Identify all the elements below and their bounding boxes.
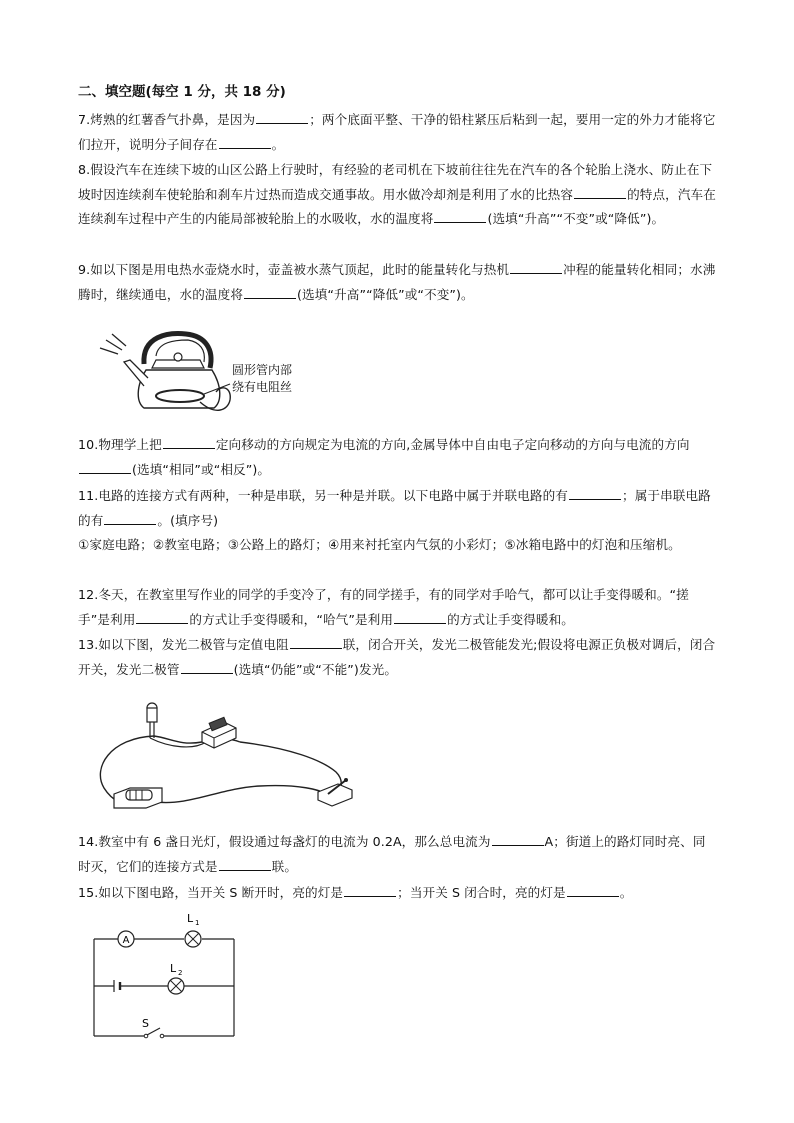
q14-text-a: 14.教室中有 6 盏日光灯，假设通过每盏灯的电流为 0.2A，那么总电流为 — [78, 834, 491, 849]
series-parallel-circuit-icon — [88, 910, 248, 1050]
q10-text-b: 定向移动的方向规定为电流的方向,金属导体中自由电子定向移动的方向与电流的方向 — [215, 437, 690, 452]
kettle-caption-line-2: 绕有电阻丝 — [232, 380, 293, 394]
q10-text-c: (选填“相同”或“相反”)。 — [132, 461, 271, 477]
q11-text-c: 。(填序号) — [157, 512, 219, 528]
q10-text-a: 10.物理学上把 — [78, 437, 162, 452]
q7-text-a: 7.烤熟的红薯香气扑鼻，是因为 — [78, 112, 256, 127]
lamp-l2-subscript: 2 — [178, 969, 183, 977]
answer-blank[interactable] — [290, 635, 342, 649]
lamp-l1-label: L — [187, 912, 194, 925]
question-9 — [78, 258, 718, 307]
switch-label: S — [142, 1017, 149, 1030]
answer-blank[interactable] — [219, 135, 271, 149]
question-12 — [78, 583, 718, 632]
q11-options: ①家庭电路；②教室电路；③公路上的路灯；④用来衬托室内气氛的小彩灯；⑤冰箱电路中的灯泡和压缩机。 — [78, 537, 681, 552]
electric-kettle-icon — [96, 326, 306, 416]
answer-blank[interactable] — [104, 511, 156, 525]
question-11 — [78, 484, 718, 558]
q8-text-a: 8.假设汽车在连续下坡的山区公路上行驶时，有经验的老司机在下坡前往往先在汽车的各个轮胎上浇水、防止在下坡时因连续刹车使轮胎和刹车片过热而造成交通事故。用水做冷却剂是利用了水的比热容 — [78, 162, 713, 202]
answer-blank[interactable] — [567, 883, 619, 897]
answer-blank[interactable] — [163, 435, 215, 449]
question-14 — [78, 830, 718, 879]
answer-blank[interactable] — [394, 610, 446, 624]
q7-text-c: 。 — [271, 136, 285, 152]
q8-text-b: 的特点，汽车在连续刹车过程中产生的内能局部被轮胎上的水吸收，水的温度将 — [78, 186, 716, 226]
answer-blank[interactable] — [136, 610, 188, 624]
answer-blank[interactable] — [574, 185, 626, 199]
q13-text-b: 联，闭合开关，发光二极管能发光;假设将电源正负极对调后，闭合开关，发光二极管 — [78, 637, 716, 677]
answer-blank[interactable] — [256, 110, 308, 124]
q9-text-c: (选填“升高”“降低”或“不变”)。 — [297, 286, 474, 302]
answer-blank[interactable] — [344, 883, 396, 897]
q12-text-a: 12.冬天，在教室里写作业的同学的手变冷了，有的同学搓手，有的同学对手哈气，都可以让手变得暖和。“搓手”是利用 — [78, 587, 689, 627]
q14-text-c: 联。 — [271, 858, 298, 874]
answer-blank[interactable] — [569, 486, 621, 500]
q11-text-b: ；属于串联电路的有 — [78, 488, 711, 528]
led-circuit-icon — [90, 698, 380, 816]
kettle-caption-line-1: 圆形管内部 — [232, 363, 293, 377]
q15-text-a: 15.如以下图电路，当开关 S 断开时，亮的灯是 — [78, 885, 344, 900]
question-7 — [78, 108, 718, 157]
led-circuit-figure — [90, 698, 380, 816]
answer-blank[interactable] — [492, 832, 544, 846]
q14-text-b: A；街道上的路灯同时亮、同时灭，它们的连接方式是 — [78, 834, 706, 874]
q9-text-a: 9.如以下图是用电热水壶烧水时，壶盖被水蒸气顶起，此时的能量转化与热机 — [78, 262, 510, 277]
q9-text-b: 冲程的能量转化相同；水沸腾时，继续通电，水的温度将 — [78, 262, 716, 302]
q8-text-c: (选填“升高”“不变”或“降低”)。 — [487, 211, 665, 226]
q15-text-c: 。 — [619, 885, 633, 900]
question-10 — [78, 433, 718, 482]
question-8 — [78, 158, 718, 232]
q13-text-c: (选填“仍能”或“不能”)发光。 — [233, 661, 398, 677]
question-13 — [78, 633, 718, 682]
lamp-l2-label: L — [170, 962, 177, 975]
q12-text-c: 的方式让手变得暖和。 — [447, 611, 574, 627]
q12-text-b: 的方式让手变得暖和，“哈气”是利用 — [189, 611, 394, 627]
lamp-l1-subscript: 1 — [195, 919, 200, 927]
question-15 — [78, 881, 718, 906]
q15-text-b: ；当开关 S 闭合时，亮的灯是 — [397, 885, 566, 900]
q13-text-a: 13.如以下图，发光二极管与定值电阻 — [78, 637, 289, 652]
circuit-diagram — [88, 910, 248, 1050]
answer-blank[interactable] — [510, 260, 562, 274]
q11-text-a: 11.电路的连接方式有两种，一种是串联，另一种是并联。以下电路中属于并联电路的有 — [78, 488, 568, 503]
answer-blank[interactable] — [181, 660, 233, 674]
q7-text-b: ；两个底面平整、干净的铅柱紧压后粘到一起，要用一定的外力才能将它们拉开，说明分子间存在 — [78, 112, 716, 152]
answer-blank[interactable] — [219, 857, 271, 871]
answer-blank[interactable] — [79, 460, 131, 474]
section-heading: 二、填空题(每空 1 分，共 18 分) — [78, 84, 286, 100]
answer-blank[interactable] — [244, 285, 296, 299]
answer-blank[interactable] — [434, 209, 486, 223]
kettle-figure — [96, 326, 306, 416]
ammeter-label: A — [122, 935, 130, 946]
